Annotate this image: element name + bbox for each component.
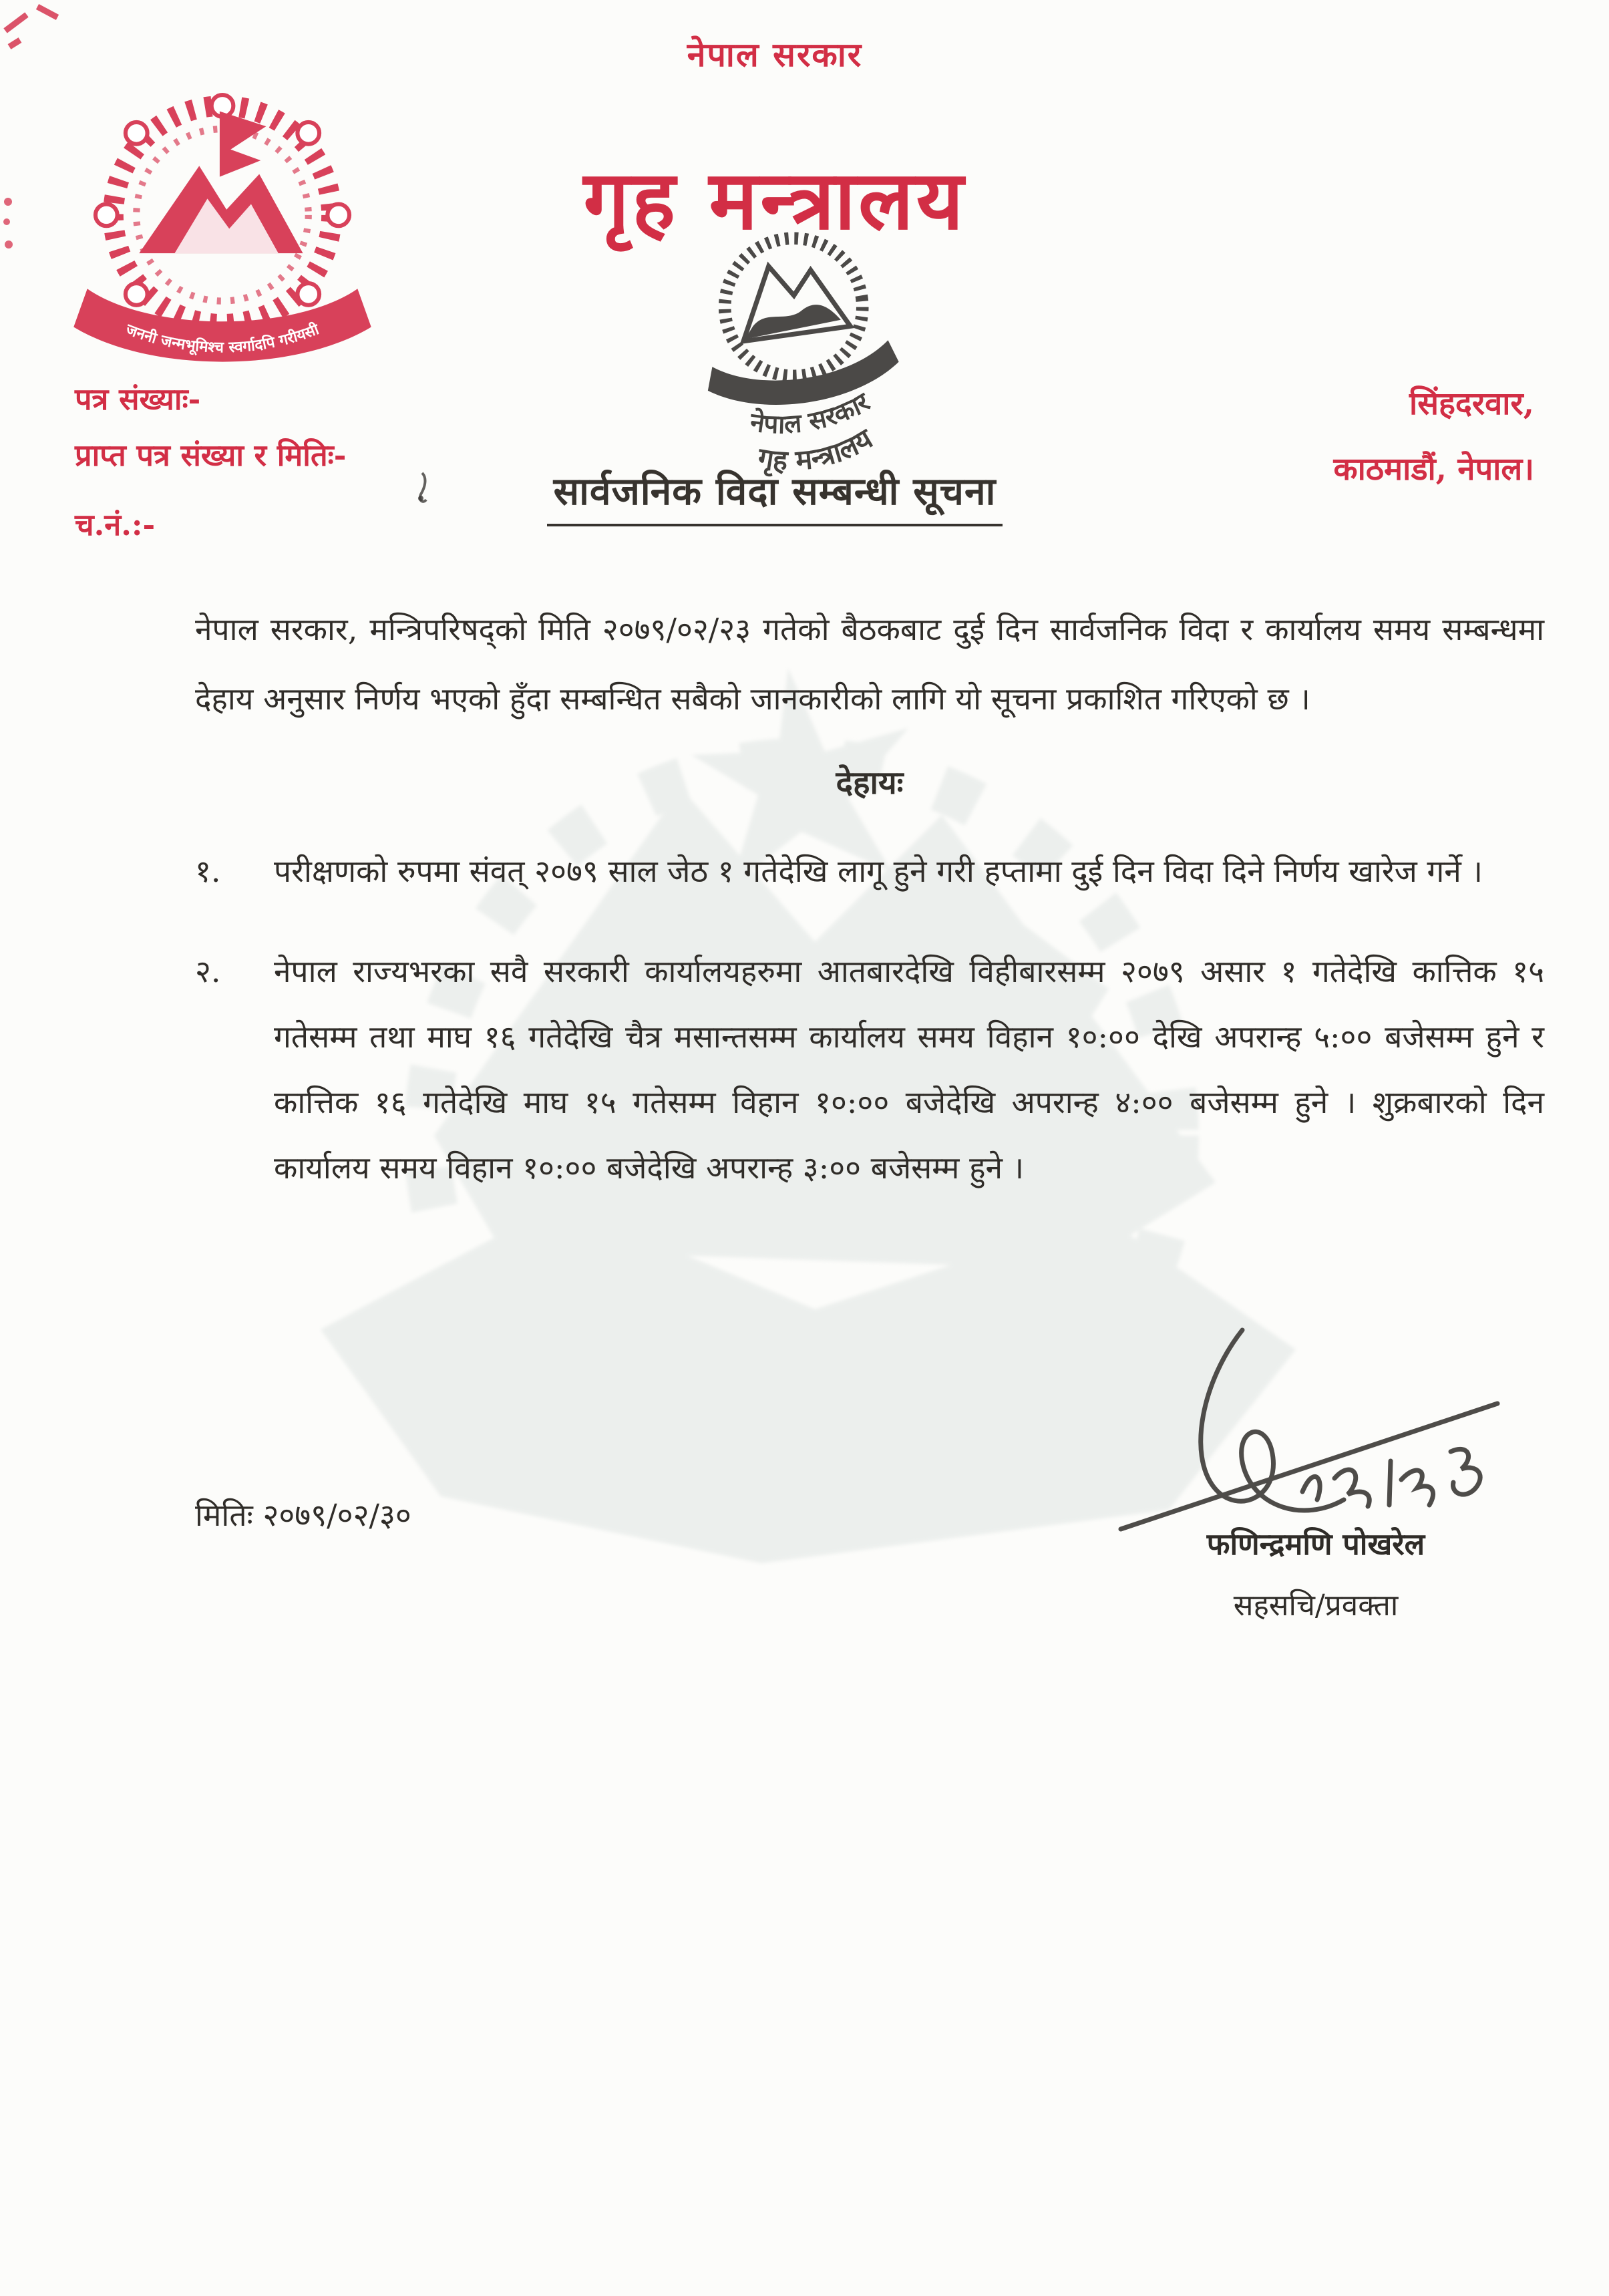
list-item-number: २. bbox=[195, 953, 221, 989]
scan-artifact-top-left bbox=[0, 0, 87, 53]
seal-text-government: नेपाल सरकार bbox=[748, 387, 875, 440]
government-title: नेपाल सरकार bbox=[687, 35, 863, 74]
list-item-text: परीक्षणको रुपमा संवत् २०७९ साल जेठ १ गतेदेखि लागू हुने गरी हप्तामा दुई दिन विदा दिने निर्णय खारेज गर्ने । bbox=[274, 853, 1483, 889]
scan-artifact-left-edge bbox=[1, 195, 19, 255]
ministry-title: गृह मन्त्रालय bbox=[583, 152, 966, 248]
signatory-name: फणिन्द्रमणि पोखरेल bbox=[1206, 1526, 1425, 1562]
list-item-number: १. bbox=[195, 853, 221, 889]
signatory-title: सहसचि/प्रवक्ता bbox=[1233, 1589, 1399, 1623]
address-line-2: काठमाडौं, नेपाल। bbox=[1333, 451, 1534, 488]
intro-paragraph: नेपाल सरकार, मन्त्रिपरिषद्को मिति २०७९/०२/२३ गतेको बैठकबाट दुई दिन सार्वजनिक विदा र कार्यालय समय सम्बन्धमा देहाय अनुसार निर्णय भएको हुँदा सम्बन्धित सबैको जानकारीको लागि यो सूचना प्रकाशित गरिएको छ । bbox=[195, 611, 1544, 717]
letter-number-label: पत्र संख्याः- bbox=[75, 381, 201, 417]
notice-title: सार्वजनिक विदा सम्बन्धी सूचना bbox=[547, 464, 1003, 526]
notice-date: मितिः २०७९/०२/३० bbox=[195, 1497, 411, 1533]
list-item bbox=[195, 939, 1544, 1200]
seal-text-ministry: गृह मन्त्रालय bbox=[755, 422, 878, 477]
signature bbox=[1102, 1319, 1536, 1553]
list-item bbox=[195, 838, 1544, 904]
list-heading: देहायः bbox=[836, 764, 904, 802]
address-line-1: सिंहदरवार, bbox=[1409, 385, 1534, 422]
scan-artifact-ink-speck bbox=[407, 468, 441, 508]
emblem-motto: जननी जन्मभूमिश्च स्वर्गादपि गरीयसी bbox=[123, 321, 322, 357]
notice-title-band bbox=[0, 464, 1550, 526]
received-letter-label: प्राप्त पत्र संख्या र मितिः- bbox=[75, 438, 347, 473]
notice-body bbox=[195, 595, 1544, 1235]
dispatch-number-label: च.नं.:- bbox=[75, 507, 156, 542]
list-item-text: नेपाल राज्यभरका सवै सरकारी कार्यालयहरुमा आतबारदेखि विहीबारसम्म २०७९ असार १ गतेदेखि कात्तिक १५ गतेसम्म तथा माघ १६ गतेदेखि चैत्र मसान्तसम्म कार्यालय समय विहान १०:०० देखि अपरान्ह ५:०० बजेसम्म हुने र कात्तिक १६ गतेदेखि माघ १५ गतेसम्म विहान १०:०० बजेदेखि अपरान्ह ४:०० बजेसम्म हुने । शुक्रबारको दिन कार्यालय समय विहान १०:०० बजेदेखि अपरान्ह ३:०० बजेसम्म हुने । bbox=[274, 953, 1544, 1186]
ministry-seal bbox=[676, 212, 924, 483]
